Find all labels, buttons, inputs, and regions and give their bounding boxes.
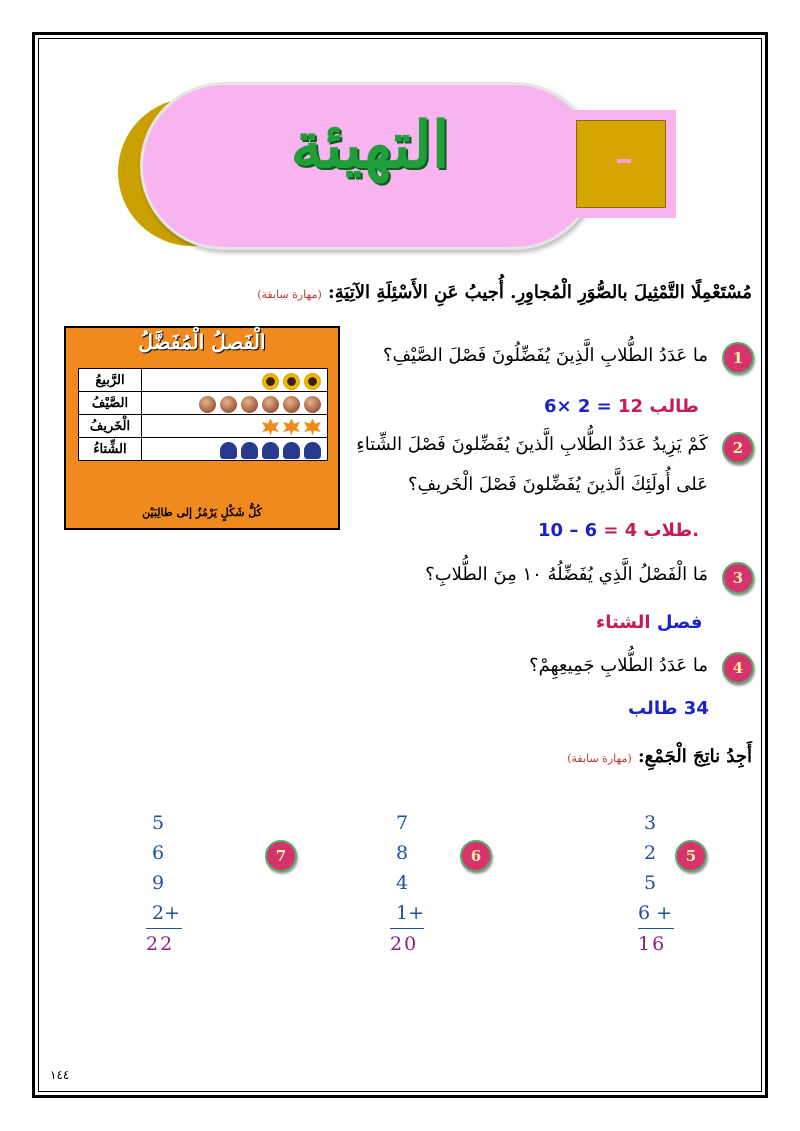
question-2-line-1: كَمْ يَزِيدُ عَدَدُ الطُّلابِ الَّذينَ يُفَضِّلونَ فَصْلَ الشِّتاءِ: [356, 434, 708, 455]
problem-number-5: 5: [675, 840, 707, 872]
walnut-icon: [283, 396, 300, 413]
skill-tag: (مهارة سابقة): [567, 752, 632, 765]
addend: 1+: [396, 902, 425, 924]
addition-heading-text: أَجِدُ ناتِجَ الْجَمْعِ:: [638, 746, 752, 767]
chart-row: [79, 369, 328, 392]
walnut-icon: [241, 396, 258, 413]
addend: 2: [644, 842, 657, 864]
chart-row: [79, 415, 328, 438]
row-label: الصَّيْفُ: [79, 392, 142, 415]
addend: 2+: [152, 902, 181, 924]
chart-row: [79, 438, 328, 461]
answer-1: 6× 2 = 12 طالب: [544, 396, 699, 417]
addend: 9: [152, 872, 165, 894]
question-4-text: ما عَدَدُ الطُّلابِ جَمِيعِهِمْ؟: [529, 655, 708, 676]
bell-icon: [304, 442, 321, 459]
instruction: [257, 282, 752, 303]
chart-key: كُلُّ شَكْلٍ يَرْمُزُ إلى طالِبَيْن: [142, 506, 262, 519]
sum: 16: [638, 928, 674, 959]
pictograph-table: [78, 368, 328, 461]
chart-title: الْفَصلُ الْمُفَضَّلُ: [138, 330, 266, 354]
answer-4: 34 طالب: [628, 698, 709, 719]
walnut-icon: [220, 396, 237, 413]
answer-3: فصل الشتاء: [596, 612, 703, 633]
page-number: ١٤٤: [50, 1068, 70, 1082]
leaf-icon: [304, 419, 321, 436]
question-number-1: 1: [722, 342, 754, 374]
instruction-text: مُسْتَعْمِلًا التَّمْثِيلَ بالصُّوَرِ الْمُجاوِرِ. أُجيبُ عَنِ الأَسْئِلَةِ الآتِيَةِ:: [328, 282, 752, 303]
lesson-badge: [566, 110, 676, 218]
addend: 3: [644, 812, 657, 834]
addend: 5: [644, 872, 657, 894]
row-label: الرَّبيعُ: [79, 369, 142, 392]
sum: 22: [146, 928, 182, 959]
problem-number-6: 6: [460, 840, 492, 872]
bell-icon: [241, 442, 258, 459]
problem-number-7: 7: [265, 840, 297, 872]
leaf-icon: [283, 419, 300, 436]
walnut-icon: [262, 396, 279, 413]
walnut-icon: [304, 396, 321, 413]
question-3-text: مَا الْفَصْلُ الَّذِي يُفَضِّلُهُ ١٠ مِنَ الطُّلابِ؟: [425, 564, 708, 585]
addend: 6 +: [638, 902, 673, 924]
leaf-icon: [262, 419, 279, 436]
chart-row: [79, 392, 328, 415]
answer-2: 10 – 6 = 4 طلاب.: [538, 520, 700, 541]
pictograph-chart: [64, 326, 340, 530]
bell-icon: [262, 442, 279, 459]
question-1-text: ما عَدَدُ الطُّلابِ الَّذِينَ يُفَضِّلُونَ فَصْلَ الصَّيْفِ؟: [382, 345, 708, 366]
row-icons: [142, 438, 328, 461]
addition-problem-7: [146, 808, 182, 959]
addition-heading: [567, 746, 752, 767]
sunflower-icon: [262, 373, 279, 390]
bell-icon: [283, 442, 300, 459]
addend: 8: [396, 842, 409, 864]
walnut-icon: [199, 396, 216, 413]
row-label: الْخَريفُ: [79, 415, 142, 438]
row-icons: [142, 369, 328, 392]
skill-tag: (مهارة سابقة): [257, 288, 322, 301]
lesson-badge-inner: [576, 120, 666, 208]
addend: 4: [396, 872, 409, 894]
bell-icon: [220, 442, 237, 459]
question-number-3: 3: [722, 562, 754, 594]
addition-problem-6: [390, 808, 424, 959]
row-label: الشِّتاءُ: [79, 438, 142, 461]
sunflower-icon: [283, 373, 300, 390]
addend: 7: [396, 812, 409, 834]
lesson-badge-mark: [617, 159, 631, 163]
question-2-line-2: عَلى أُولَئِكَ الَّذينَ يُفَضِّلونَ فَصْلَ الْخَريفِ؟: [407, 474, 708, 495]
addend: 6: [152, 842, 165, 864]
addend: 5: [152, 812, 165, 834]
sum: 20: [390, 928, 424, 959]
page-title: التهيئة: [290, 108, 450, 183]
addition-problem-5: [638, 808, 674, 959]
row-icons: [142, 415, 328, 438]
row-icons: [142, 392, 328, 415]
question-number-4: 4: [722, 652, 754, 684]
sunflower-icon: [304, 373, 321, 390]
question-number-2: 2: [722, 432, 754, 464]
